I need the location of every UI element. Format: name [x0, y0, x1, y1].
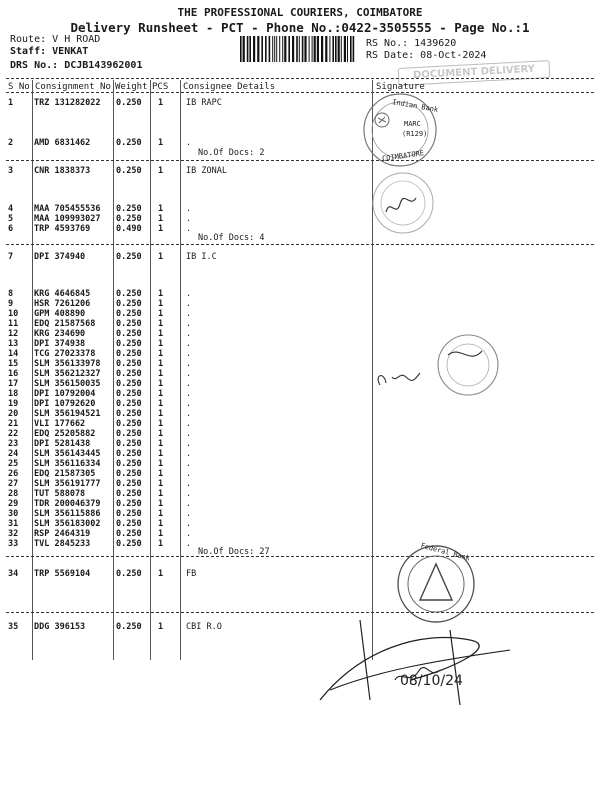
- drs-value: DCJB143962001: [64, 60, 143, 71]
- consignee-details: IB RAPC: [186, 98, 222, 108]
- seal-text: (R129): [402, 130, 428, 138]
- consignee-details: .: [186, 224, 192, 234]
- weight-value: 0.250: [116, 409, 142, 419]
- serial-number: 3: [8, 166, 14, 176]
- consignment-number: DPI 10792620: [34, 399, 96, 409]
- weight-value: 0.250: [116, 459, 142, 469]
- consignment-number: TUT 588078: [34, 489, 86, 499]
- serial-number: 20: [8, 409, 19, 419]
- table-row: [8, 166, 594, 177]
- weight-value: 0.250: [116, 469, 142, 479]
- barcode-image: [240, 36, 358, 62]
- consignment-number: MAA 705455536: [34, 204, 101, 214]
- consignment-number: SLM 356115886: [34, 509, 101, 519]
- pieces-count: 1: [158, 449, 164, 459]
- pieces-count: 1: [158, 98, 164, 108]
- pieces-count: 1: [158, 319, 164, 329]
- weight-value: 0.250: [116, 252, 142, 262]
- pieces-count: 1: [158, 429, 164, 439]
- consignee-details: .: [186, 409, 192, 419]
- consignment-number: EDQ 21587305: [34, 469, 96, 479]
- company-title: THE PROFESSIONAL COURIERS, COIMBATORE: [177, 6, 423, 19]
- serial-number: 24: [8, 449, 19, 459]
- consignment-number: AMD 6831462: [34, 138, 91, 148]
- pieces-count: 1: [158, 309, 164, 319]
- group-rule: [6, 556, 594, 557]
- consignee-details: FB: [186, 569, 197, 579]
- consignment-number: TVL 2845233: [34, 539, 91, 549]
- consignee-details: .: [186, 399, 192, 409]
- drs-line: [10, 60, 142, 71]
- table-row: [8, 539, 594, 550]
- weight-value: 0.250: [116, 289, 142, 299]
- seal-text: Indian Bank: [391, 98, 439, 114]
- weight-value: 0.250: [116, 309, 142, 319]
- consignee-details: .: [186, 214, 192, 224]
- col-sno: S No: [8, 82, 30, 92]
- consignee-details: IB ZONAL: [186, 166, 227, 176]
- pieces-count: 1: [158, 519, 164, 529]
- weight-value: 0.250: [116, 489, 142, 499]
- table-row: [8, 224, 594, 235]
- table-row: [8, 138, 594, 149]
- consignee-details: CBI R.O: [186, 622, 222, 632]
- consignee-details: .: [186, 449, 192, 459]
- pieces-count: 1: [158, 409, 164, 419]
- weight-value: 0.250: [116, 98, 142, 108]
- consignment-number: HSR 7261206: [34, 299, 91, 309]
- serial-number: 34: [8, 569, 19, 579]
- consignment-number: SLM 356212327: [34, 369, 101, 379]
- pieces-count: 1: [158, 509, 164, 519]
- col-weight: Weight: [115, 82, 148, 92]
- serial-number: 33: [8, 539, 19, 549]
- pieces-count: 1: [158, 214, 164, 224]
- serial-number: 17: [8, 379, 19, 389]
- weight-value: 0.250: [116, 369, 142, 379]
- pieces-count: 1: [158, 339, 164, 349]
- consignment-number: EDQ 21587568: [34, 319, 96, 329]
- table-row: [8, 252, 594, 263]
- pieces-count: 1: [158, 138, 164, 148]
- pieces-count: 1: [158, 224, 164, 234]
- seal-text: Federal Bank: [419, 541, 471, 563]
- consignment-number: SLM 356143445: [34, 449, 101, 459]
- document-delivery-stamp: DOCUMENT DELIVERY: [398, 60, 551, 86]
- consignee-details: .: [186, 529, 192, 539]
- pieces-count: 1: [158, 479, 164, 489]
- serial-number: 4: [8, 204, 14, 214]
- weight-value: 0.250: [116, 319, 142, 329]
- svg-text:08/10/24: 08/10/24: [400, 673, 463, 689]
- pieces-count: 1: [158, 622, 164, 632]
- consignment-number: EDQ 25205882: [34, 429, 96, 439]
- pieces-count: 1: [158, 569, 164, 579]
- pieces-count: 1: [158, 399, 164, 409]
- weight-value: 0.250: [116, 359, 142, 369]
- route-line: [10, 34, 100, 45]
- serial-number: 28: [8, 489, 19, 499]
- weight-value: 0.250: [116, 529, 142, 539]
- rs-date: RS Date: 08-Oct-2024: [366, 50, 487, 61]
- weight-value: 0.250: [116, 439, 142, 449]
- serial-number: 30: [8, 509, 19, 519]
- table-row: [8, 569, 594, 580]
- consignee-details: .: [186, 369, 192, 379]
- pieces-count: 1: [158, 379, 164, 389]
- serial-number: 10: [8, 309, 19, 319]
- weight-value: 0.250: [116, 379, 142, 389]
- serial-number: 1: [8, 98, 14, 108]
- weight-value: 0.250: [116, 479, 142, 489]
- pieces-count: 1: [158, 204, 164, 214]
- pieces-count: 1: [158, 299, 164, 309]
- pieces-count: 1: [158, 289, 164, 299]
- group-rule: [6, 244, 594, 245]
- consignee-details: .: [186, 519, 192, 529]
- consignee-details: IB I.C: [186, 252, 217, 262]
- weight-value: 0.250: [116, 339, 142, 349]
- consignment-number: DPI 5281438: [34, 439, 91, 449]
- consignee-details: .: [186, 204, 192, 214]
- weight-value: 0.250: [116, 204, 142, 214]
- route-label: Route:: [10, 34, 47, 45]
- weight-value: 0.250: [116, 539, 142, 549]
- pieces-count: 1: [158, 539, 164, 549]
- consignee-details: .: [186, 329, 192, 339]
- serial-number: 8: [8, 289, 14, 299]
- consignment-number: TRZ 131282022: [34, 98, 101, 108]
- col-signature: Signature: [376, 82, 425, 92]
- pieces-count: 1: [158, 469, 164, 479]
- consignee-details: .: [186, 499, 192, 509]
- serial-number: 29: [8, 499, 19, 509]
- consignee-details: .: [186, 309, 192, 319]
- doc-count: No.Of Docs: 2: [198, 148, 265, 158]
- weight-value: 0.250: [116, 166, 142, 176]
- consignment-number: TDR 200046379: [34, 499, 101, 509]
- pieces-count: 1: [158, 489, 164, 499]
- weight-value: 0.250: [116, 519, 142, 529]
- serial-number: 13: [8, 339, 19, 349]
- consignment-number: DPI 374940: [34, 252, 86, 262]
- pieces-count: 1: [158, 439, 164, 449]
- consignment-number: DDG 396153: [34, 622, 86, 632]
- seal-text: COIMBATORE: [381, 149, 425, 163]
- weight-value: 0.250: [116, 214, 142, 224]
- runsheet-title: Delivery Runsheet - PCT - Phone No.:0422-3505555 - Page No.:1: [70, 20, 530, 35]
- pieces-count: 1: [158, 389, 164, 399]
- weight-value: 0.250: [116, 138, 142, 148]
- weight-value: 0.250: [116, 449, 142, 459]
- pieces-count: 1: [158, 419, 164, 429]
- serial-number: 15: [8, 359, 19, 369]
- route-value: V H ROAD: [52, 34, 101, 45]
- consignment-number: MAA 109993027: [34, 214, 101, 224]
- serial-number: 23: [8, 439, 19, 449]
- consignment-number: TCG 27023378: [34, 349, 96, 359]
- group-rule: [6, 160, 594, 161]
- consignee-details: .: [186, 339, 192, 349]
- staff-label: Staff:: [10, 46, 47, 57]
- rs-number: RS No.: 1439620: [366, 38, 457, 49]
- consignee-details: .: [186, 509, 192, 519]
- consignee-details: .: [186, 379, 192, 389]
- consignee-details: .: [186, 469, 192, 479]
- consignee-details: .: [186, 289, 192, 299]
- weight-value: 0.250: [116, 329, 142, 339]
- weight-value: 0.250: [116, 419, 142, 429]
- consignment-number: SLM 356116334: [34, 459, 101, 469]
- serial-number: 32: [8, 529, 19, 539]
- staff-value: VENKAT: [52, 46, 89, 57]
- serial-number: 27: [8, 479, 19, 489]
- received-stamp: [368, 168, 438, 238]
- consignee-details: .: [186, 349, 192, 359]
- consignment-number: DPI 374938: [34, 339, 86, 349]
- consignment-number: TRP 5569104: [34, 569, 91, 579]
- serial-number: 12: [8, 329, 19, 339]
- consignment-number: RSP 2464319: [34, 529, 91, 539]
- serial-number: 16: [8, 369, 19, 379]
- doc-count: No.Of Docs: 27: [198, 547, 270, 557]
- header-top-rule: [6, 78, 594, 79]
- serial-number: 18: [8, 389, 19, 399]
- weight-value: 0.250: [116, 299, 142, 309]
- serial-number: 19: [8, 399, 19, 409]
- pieces-count: 1: [158, 359, 164, 369]
- weight-value: 0.490: [116, 224, 142, 234]
- consignee-details: .: [186, 359, 192, 369]
- doc-count: No.Of Docs: 4: [198, 233, 265, 243]
- pieces-count: 1: [158, 499, 164, 509]
- consignment-number: KRG 234690: [34, 329, 86, 339]
- consignee-details: .: [186, 539, 192, 549]
- serial-number: 35: [8, 622, 19, 632]
- weight-value: 0.250: [116, 569, 142, 579]
- consignment-number: GPM 408890: [34, 309, 86, 319]
- serial-number: 25: [8, 459, 19, 469]
- serial-number: 7: [8, 252, 14, 262]
- consignment-number: SLM 356183002: [34, 519, 101, 529]
- weight-value: 0.250: [116, 389, 142, 399]
- consignee-details: .: [186, 319, 192, 329]
- consignment-number: CNR 1838373: [34, 166, 91, 176]
- serial-number: 6: [8, 224, 14, 234]
- weight-value: 0.250: [116, 509, 142, 519]
- drs-label: DRS No.:: [10, 60, 59, 71]
- consignee-details: .: [186, 389, 192, 399]
- serial-number: 31: [8, 519, 19, 529]
- consignment-number: TRP 4593769: [34, 224, 91, 234]
- weight-value: 0.250: [116, 499, 142, 509]
- consignee-details: .: [186, 479, 192, 489]
- serial-number: 5: [8, 214, 14, 224]
- consignee-details: .: [186, 299, 192, 309]
- pieces-count: 1: [158, 349, 164, 359]
- weight-value: 0.250: [116, 399, 142, 409]
- consignee-details: .: [186, 489, 192, 499]
- consignee-details: .: [186, 138, 192, 148]
- serial-number: 26: [8, 469, 19, 479]
- consignee-details: .: [186, 419, 192, 429]
- col-consignee: Consignee Details: [183, 82, 276, 92]
- weight-value: 0.250: [116, 349, 142, 359]
- pieces-count: 1: [158, 252, 164, 262]
- consignment-number: VLI 177662: [34, 419, 86, 429]
- seal-text: MARC: [404, 120, 421, 128]
- serial-number: 14: [8, 349, 19, 359]
- consignment-number: SLM 356133978: [34, 359, 101, 369]
- staff-line: [10, 46, 88, 57]
- pieces-count: 1: [158, 369, 164, 379]
- consignee-details: .: [186, 429, 192, 439]
- serial-number: 11: [8, 319, 19, 329]
- consignment-number: KRG 4646845: [34, 289, 91, 299]
- table-row: [8, 98, 594, 109]
- consignee-details: .: [186, 439, 192, 449]
- pieces-count: 1: [158, 459, 164, 469]
- serial-number: 2: [8, 138, 14, 148]
- pieces-count: 1: [158, 166, 164, 176]
- col-pcs: PCS: [152, 82, 169, 92]
- consignment-number: SLM 356191777: [34, 479, 101, 489]
- serial-number: 21: [8, 419, 19, 429]
- col-consignment: Consignment No: [35, 82, 111, 92]
- weight-value: 0.250: [116, 429, 142, 439]
- serial-number: 9: [8, 299, 14, 309]
- consignee-details: .: [186, 459, 192, 469]
- serial-number: 22: [8, 429, 19, 439]
- pieces-count: 1: [158, 529, 164, 539]
- handwritten-signature: [300, 610, 530, 720]
- consignment-number: SLM 356150035: [34, 379, 101, 389]
- inspection-stamp: [370, 325, 520, 415]
- weight-value: 0.250: [116, 622, 142, 632]
- pieces-count: 1: [158, 329, 164, 339]
- consignment-number: SLM 356194521: [34, 409, 101, 419]
- header-bottom-rule: [6, 92, 594, 93]
- consignment-number: DPI 10792004: [34, 389, 96, 399]
